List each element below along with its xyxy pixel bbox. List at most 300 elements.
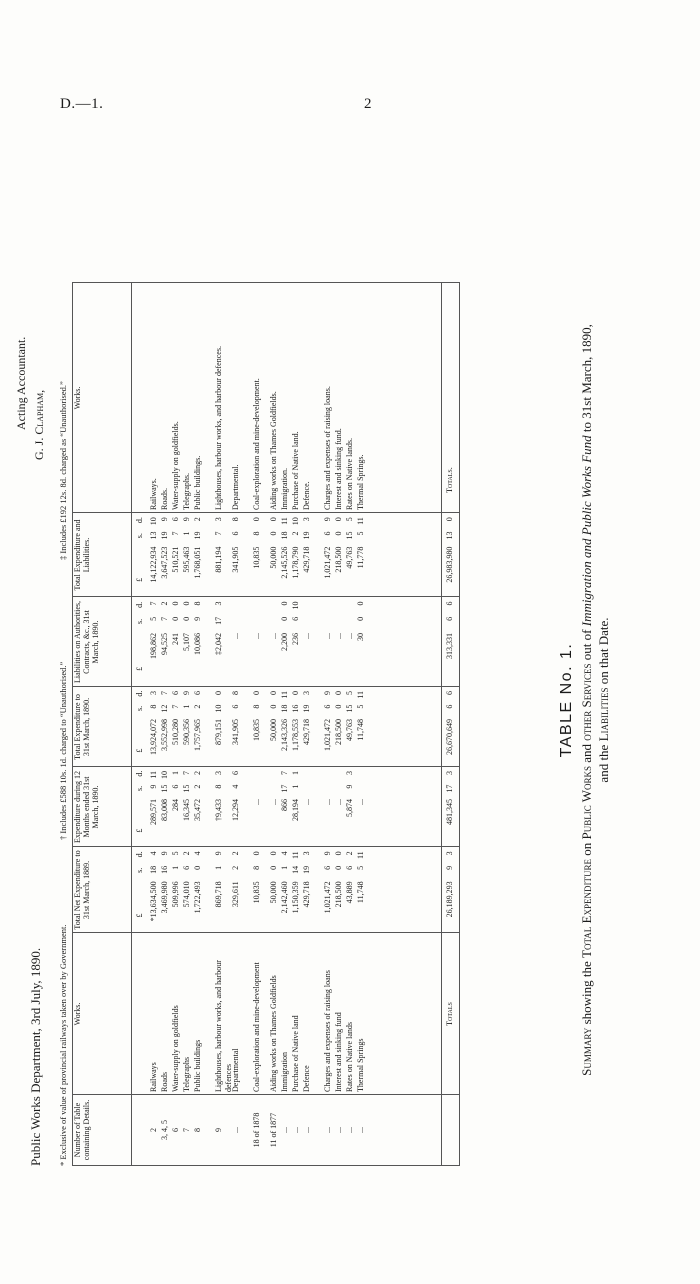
amount-cell: 5	[149, 616, 158, 621]
works-item: Lighthouses, harbour works, and harbour defences	[214, 960, 233, 1092]
works-item-right: Public buildings.	[193, 455, 202, 510]
column-header-exp12: Expenditure during 12 Months ended 31st March, 1890.	[73, 771, 100, 843]
amount-cell: 12,294	[231, 799, 240, 821]
amount-cell: 26,670,649	[445, 719, 454, 755]
amount-cell: 8	[252, 531, 261, 536]
amount-cell: 10,835	[252, 719, 261, 741]
amount-cell: 9	[323, 691, 332, 695]
table-number: ...	[356, 1127, 365, 1133]
amount-cell: 5	[356, 704, 365, 709]
amount-cell: ...	[345, 633, 354, 639]
amount-cell: 7	[160, 691, 169, 695]
amount-cell: 284	[171, 799, 180, 811]
amount-cell: 6	[231, 531, 240, 536]
amount-cell: 0	[280, 616, 289, 621]
amount-cell: 4	[231, 784, 240, 789]
amount-cell: 6	[323, 704, 332, 709]
table-number: 3, 4, 5	[160, 1120, 169, 1140]
amount-cell: 429,718	[302, 546, 311, 573]
amount-cell: ...	[323, 799, 332, 805]
amount-cell: ‡2,042	[214, 633, 223, 655]
amount-cell: 19	[302, 531, 311, 540]
works-item-right: Lighthouses, harbour works, and harbour defences.	[214, 346, 223, 510]
amount-cell: ...	[269, 633, 278, 639]
amount-cell: 10,835	[252, 546, 261, 569]
amount-cell: 8	[252, 865, 261, 870]
works-item: Defence	[302, 1065, 311, 1092]
amount-cell: 0	[334, 865, 343, 870]
amount-cell: 1,150,359	[291, 881, 300, 914]
amount-cell: 5	[356, 865, 365, 870]
amount-cell: 0	[171, 601, 180, 606]
amount-cell: 10,086	[193, 633, 202, 655]
amount-cell: 7	[214, 531, 223, 536]
amount-cell: 6	[231, 771, 240, 775]
amount-cell: 5	[171, 851, 180, 856]
amount-cell: 0	[334, 851, 343, 856]
amount-cell: 17	[214, 616, 223, 625]
amount-cell: 198,862	[149, 633, 158, 659]
footnote-dagger: † Includes £588 10s. 1d. charged to “Unauthorised.”	[58, 661, 68, 840]
works-item-right: Railways.	[149, 478, 158, 510]
amount-cell: 5	[345, 691, 354, 695]
amount-cell: 1	[214, 865, 223, 870]
amount-cell: 236	[291, 633, 300, 645]
column-header-works: Works.	[73, 1002, 82, 1026]
header-code: D.—1.	[60, 96, 104, 112]
column-header-total: Total Expenditure to 31st March, 1890.	[73, 694, 91, 760]
table-number: 18 of 1878	[252, 1112, 261, 1148]
table-number: 6	[171, 1128, 180, 1132]
works-item: Roads	[160, 1072, 169, 1092]
unit-label: £	[135, 828, 144, 833]
amount-cell: 1	[291, 784, 300, 789]
header-divider	[131, 283, 132, 1165]
amount-cell: 3	[345, 771, 354, 775]
amount-cell: 13	[149, 531, 158, 540]
amount-cell: 26,189,293	[445, 881, 454, 918]
amount-cell: 6	[445, 691, 454, 695]
amount-cell: 11	[291, 851, 300, 860]
amount-cell: 6	[193, 691, 202, 695]
amount-cell: 30	[356, 633, 365, 641]
amount-cell: 509,996	[171, 881, 180, 908]
table-number: 2	[149, 1128, 158, 1132]
amount-cell: 11	[280, 517, 289, 525]
amount-cell: 8	[231, 517, 240, 522]
amount-cell: 3	[214, 517, 223, 522]
amount-cell: 1,178,553	[291, 719, 300, 751]
amount-cell: 94,525	[160, 633, 169, 655]
unit-label: d.	[135, 770, 144, 777]
amount-cell: 3	[149, 691, 158, 695]
amount-cell: 1,757,965	[193, 719, 202, 751]
amount-cell: 0	[334, 691, 343, 695]
amount-cell: 1,178,790	[291, 546, 300, 579]
amount-cell: 5,874	[345, 799, 354, 817]
amount-cell: 2	[193, 704, 202, 709]
amount-cell: 5,107	[182, 633, 191, 651]
amount-cell: 50,000	[269, 719, 278, 741]
amount-cell: 4	[280, 851, 289, 856]
amount-cell: 881,194	[214, 546, 223, 573]
amount-cell: 6	[171, 691, 180, 695]
column-header-number: Number of Table containing Details.	[73, 1099, 91, 1161]
works-item: Purchase of Native land	[291, 1015, 300, 1092]
amount-cell: 1	[171, 865, 180, 870]
amount-cell: ...	[302, 633, 311, 639]
amount-cell: 869,718	[214, 881, 223, 908]
works-item-right: Telegraphs.	[182, 473, 191, 510]
unit-label: s.	[135, 533, 144, 539]
amount-cell: 0	[334, 531, 343, 536]
amount-cell: 50,000	[269, 881, 278, 904]
amount-cell: 7	[171, 704, 180, 709]
works-item: Interest and sinking fund	[334, 1012, 343, 1092]
table-number: 8	[193, 1128, 202, 1132]
unit-label: s.	[135, 785, 144, 791]
amount-cell: 6	[445, 704, 454, 709]
amount-cell: 2	[182, 851, 191, 856]
amount-cell: 1	[171, 771, 180, 775]
amount-cell: 16,345	[182, 799, 191, 821]
amount-cell: 8	[231, 691, 240, 695]
table-number: ...	[334, 1127, 343, 1133]
amount-cell: 9	[193, 616, 202, 621]
works-item: Public buildings	[193, 1039, 202, 1092]
amount-cell: 0	[356, 616, 365, 621]
amount-cell: 6	[445, 616, 454, 621]
column-header-totliab: Total Expenditure and Liabilities.	[73, 519, 91, 591]
amount-cell: 6	[445, 601, 454, 606]
amount-cell: 0	[269, 851, 278, 856]
table-number: ...	[280, 1127, 289, 1133]
amount-cell: 9	[345, 784, 354, 789]
amount-cell: 49,763	[345, 546, 354, 569]
works-item: Charges and expenses of raising loans	[323, 970, 332, 1092]
amount-cell: 595,463	[182, 546, 191, 573]
footnote-star: * Exclusive of value of provincial railways taken over by Government.	[58, 924, 68, 1166]
amount-cell: 16	[160, 865, 169, 874]
amount-cell: 3	[214, 601, 223, 606]
works-item-right: Departmental.	[231, 464, 240, 510]
amount-cell: 0	[269, 691, 278, 695]
amount-cell: 510,280	[171, 719, 180, 745]
amount-cell: 0	[334, 704, 343, 709]
amount-cell: 0	[171, 616, 180, 621]
amount-cell: 1	[291, 771, 300, 775]
works-item: Aiding works on Thames Goldfields	[269, 975, 278, 1092]
amount-cell: 1	[182, 531, 191, 536]
works-item: Thermal Springs	[356, 1038, 365, 1092]
amount-cell: 14,122,934	[149, 546, 158, 583]
amount-cell: 2,143,326	[280, 719, 289, 751]
amount-cell: 19	[302, 704, 311, 713]
amount-cell: 590,356	[182, 719, 191, 745]
works-item: Telegraphs	[182, 1057, 191, 1092]
amount-cell: 10	[214, 704, 223, 713]
amount-cell: 3	[302, 517, 311, 522]
amount-cell: 7	[171, 531, 180, 536]
amount-cell: 19	[160, 531, 169, 540]
amount-cell: †9,433	[214, 799, 223, 821]
amount-cell: 2	[193, 784, 202, 789]
amount-cell: 0	[193, 865, 202, 870]
amount-cell: 3	[302, 851, 311, 856]
amount-cell: 481,345	[445, 799, 454, 825]
amount-cell: 10	[291, 517, 300, 526]
amount-cell: 1,768,051	[193, 546, 202, 579]
page-number: 2	[364, 96, 372, 112]
amount-cell: 10,835	[252, 881, 261, 904]
amount-cell: 9	[445, 865, 454, 870]
amount-cell: 11	[280, 691, 289, 699]
totals-label-right: Totals.	[445, 467, 454, 493]
rotated-page	[14, 120, 611, 1200]
amount-cell: 5	[356, 531, 365, 536]
works-item: Immigration	[280, 1052, 289, 1092]
amount-cell: 0	[252, 851, 261, 856]
table-title: TABLE No. 1.	[558, 642, 575, 758]
amount-cell: 341,905	[231, 546, 240, 573]
amount-cell: 2	[231, 851, 240, 856]
amount-cell: 49,763	[345, 719, 354, 741]
works-item-right: Roads.	[160, 488, 169, 510]
amount-cell: 2	[193, 771, 202, 775]
amount-cell: 15	[345, 531, 354, 540]
totals-label: Totals	[445, 1002, 454, 1026]
unit-label: £	[135, 666, 144, 671]
table-number: 9	[214, 1128, 223, 1132]
amount-cell: 4	[149, 851, 158, 856]
works-item-right: Aiding works on Thames Goldfields.	[269, 391, 278, 510]
works-item-right: Water-supply on goldfields.	[171, 421, 180, 510]
amount-cell: 0	[291, 691, 300, 695]
amount-cell: ...	[269, 799, 278, 805]
amount-cell: 1,021,472	[323, 881, 332, 914]
signature-role: Acting Accountant.	[14, 336, 28, 430]
amount-cell: 11	[356, 691, 365, 699]
works-item-right: Charges and expenses of raising loans.	[323, 386, 332, 510]
amount-cell: 26,983,980	[445, 546, 454, 583]
amount-cell: 2,200	[280, 633, 289, 651]
amount-cell: 9	[182, 691, 191, 695]
amount-cell: 3,469,980	[160, 881, 169, 914]
amount-cell: 12	[160, 704, 169, 713]
amount-cell: 6	[323, 531, 332, 536]
footnote-ddagger: ‡ Includes £192 12s. 8d. charged as “Unauthorised.”	[58, 381, 68, 560]
amount-cell: 11,748	[356, 719, 365, 741]
amount-cell: 3,552,998	[160, 719, 169, 751]
amount-cell: 1,021,472	[323, 546, 332, 579]
unit-label: d.	[135, 601, 144, 608]
unit-label: d.	[135, 851, 144, 858]
amount-cell: 0	[214, 691, 223, 695]
amount-cell: 7	[182, 771, 191, 775]
amount-cell: ...	[302, 799, 311, 805]
amount-cell: ...	[334, 633, 343, 639]
amount-cell: 2,142,460	[280, 881, 289, 914]
amount-cell: 0	[269, 704, 278, 709]
amount-cell: 3	[445, 851, 454, 856]
amount-cell: 9	[214, 851, 223, 856]
amount-cell: 6	[323, 865, 332, 870]
table-number: ...	[323, 1127, 332, 1133]
amount-cell: 7	[160, 616, 169, 621]
department-date: Public Works Department, 3rd July, 1890.	[28, 947, 43, 1166]
amount-cell: 3	[445, 771, 454, 775]
works-item-right: Interest and sinking fund.	[334, 428, 343, 510]
amount-cell: 9	[149, 784, 158, 789]
works-item-right: Immigration.	[280, 468, 289, 510]
amount-cell: 574,010	[182, 881, 191, 908]
amount-cell: 329,611	[231, 881, 240, 908]
amount-cell: ...	[231, 633, 240, 639]
amount-cell: 4	[193, 851, 202, 856]
table-number: ...	[231, 1127, 240, 1133]
works-item-right: Thermal Springs.	[356, 454, 365, 510]
table-number: ...	[345, 1127, 354, 1133]
amount-cell: 13	[445, 531, 454, 540]
unit-label: £	[135, 577, 144, 582]
amount-cell: 11,778	[356, 546, 365, 569]
amount-cell: ...	[356, 799, 365, 805]
table-subtitle: Summary showing the Total Expenditure on Public Works and other Services out of Immigration and Public Works Fund to 31st March, 1890, and the Liabilities on that Date.	[579, 324, 611, 1076]
amount-cell: 6	[182, 865, 191, 870]
amount-cell: 2	[345, 851, 354, 856]
amount-cell: 0	[182, 601, 191, 606]
amount-cell: 6	[345, 865, 354, 870]
amount-cell: 11	[149, 771, 158, 779]
amount-cell: 8	[252, 704, 261, 709]
works-item-right: Defence.	[302, 481, 311, 510]
amount-cell: 1,021,472	[323, 719, 332, 751]
works-item: Departmental	[231, 1048, 240, 1092]
amount-cell: 6	[291, 616, 300, 621]
amount-cell: 18	[280, 704, 289, 713]
amount-cell: 13,924,072	[149, 719, 158, 755]
amount-cell: 2,145,526	[280, 546, 289, 579]
amount-cell: 429,718	[302, 719, 311, 745]
unit-label: s.	[135, 618, 144, 624]
amount-cell: 0	[252, 691, 261, 695]
amount-cell: 0	[252, 517, 261, 522]
summary-table	[72, 282, 460, 1166]
amount-cell: 10	[160, 771, 169, 779]
amount-cell: 3	[302, 691, 311, 695]
amount-cell: 341,905	[231, 719, 240, 745]
amount-cell: 2	[231, 865, 240, 870]
works-item: Coal-exploration and mine-development	[252, 962, 261, 1092]
amount-cell: 218,500	[334, 881, 343, 908]
amount-cell: ...	[252, 633, 261, 639]
amount-cell: 9	[160, 851, 169, 856]
works-item-right: Rates on Native lands.	[345, 438, 354, 510]
table-number: ...	[291, 1127, 300, 1133]
amount-cell: 0	[269, 865, 278, 870]
amount-cell: 1	[182, 704, 191, 709]
amount-cell: ...	[252, 799, 261, 805]
amount-cell: 6	[231, 704, 240, 709]
works-item: Railways	[149, 1062, 158, 1092]
amount-cell: 10	[149, 517, 158, 526]
amount-cell: 10	[291, 601, 300, 610]
amount-cell: 83,008	[160, 799, 169, 821]
amount-cell: 0	[182, 616, 191, 621]
amount-cell: 7	[149, 601, 158, 606]
amount-cell: 43,889	[345, 881, 354, 904]
amount-cell: 17	[280, 784, 289, 793]
amount-cell: 2	[160, 601, 169, 606]
works-item-right: Purchase of Native land.	[291, 431, 300, 510]
column-header-net: Total Net Expenditure to 31st March, 1889.	[73, 850, 91, 930]
amount-cell: 15	[345, 704, 354, 713]
amount-cell: ...	[323, 633, 332, 639]
column-header-liab: Liabilities on Authorities, Contracts, &c., 31st March, 1890.	[73, 601, 100, 683]
amount-cell: 218,500	[334, 719, 343, 745]
column-header-works2: Works.	[73, 386, 82, 410]
amount-cell: 218,500	[334, 546, 343, 573]
unit-label: s.	[135, 705, 144, 711]
amount-cell: 8	[149, 704, 158, 709]
unit-label: £	[135, 748, 144, 753]
amount-cell: 18	[280, 531, 289, 540]
amount-cell: 289,571	[149, 799, 158, 825]
amount-cell: 11	[356, 851, 365, 860]
amount-cell: 429,718	[302, 881, 311, 908]
totals-divider	[441, 283, 442, 1165]
amount-cell: 17	[445, 784, 454, 793]
amount-cell: 3	[214, 771, 223, 775]
amount-cell: 0	[334, 517, 343, 522]
unit-label: d.	[135, 690, 144, 697]
amount-cell: 19	[302, 865, 311, 874]
table-number: ...	[302, 1127, 311, 1133]
amount-cell: 16	[291, 704, 300, 713]
amount-cell: 35,472	[193, 799, 202, 821]
works-item: Rates on Native lands	[345, 1022, 354, 1092]
works-item: Water-supply on goldfields	[171, 1005, 180, 1092]
amount-cell: 510,521	[171, 546, 180, 573]
unit-label: £	[135, 913, 144, 918]
amount-cell: 6	[171, 784, 180, 789]
amount-cell: 241	[171, 633, 180, 645]
amount-cell: 7	[280, 771, 289, 775]
amount-cell: 0	[356, 601, 365, 606]
amount-cell: 19	[193, 531, 202, 540]
amount-cell: 8	[193, 601, 202, 606]
amount-cell: 0	[269, 531, 278, 536]
amount-cell: 8	[214, 784, 223, 789]
amount-cell: 2	[193, 517, 202, 522]
amount-cell: 5	[345, 517, 354, 522]
amount-cell: 0	[269, 517, 278, 522]
amount-cell: 11	[356, 517, 365, 525]
amount-cell: 866	[280, 799, 289, 811]
table-number: 11 of 1877	[269, 1112, 278, 1148]
works-item-right: Coal-exploration and mine-development.	[252, 378, 261, 510]
amount-cell: 2	[291, 531, 300, 536]
amount-cell: 0	[280, 601, 289, 606]
amount-cell: 9	[160, 517, 169, 522]
amount-cell: 1	[280, 865, 289, 870]
amount-cell: 15	[160, 784, 169, 793]
amount-cell: *13,634,500	[149, 881, 158, 922]
amount-cell: 3,647,523	[160, 546, 169, 579]
amount-cell: 9	[323, 517, 332, 522]
amount-cell: 14	[291, 865, 300, 874]
amount-cell: 313,331	[445, 633, 454, 659]
